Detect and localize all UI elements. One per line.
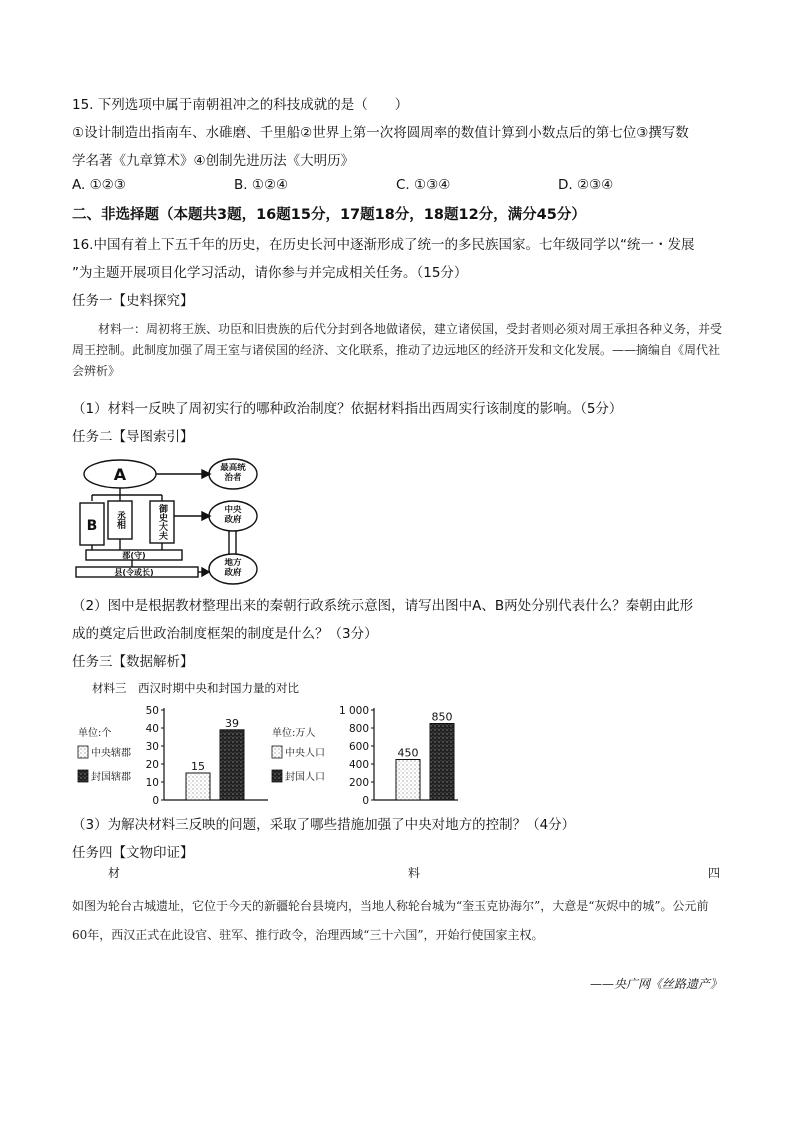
chart1-tick-label: 10 — [145, 777, 159, 789]
task4-title: 任务四【文物印证】 — [72, 845, 194, 861]
chart2-unit-label: 单位:万人 — [272, 728, 316, 739]
diagram-zuigao: 最高统治者 — [220, 463, 246, 483]
task1-title: 任务一【史料探究】 — [72, 293, 194, 309]
chart2-tick-label: 200 — [348, 777, 369, 789]
chart1-data-label: 39 — [225, 716, 239, 730]
chart2-legend-label: 中央人口 — [285, 748, 325, 759]
chart1-legend-label: 封国辖郡 — [91, 772, 131, 783]
task4-heading-char-1: 材 — [108, 866, 121, 880]
chart2-bar — [430, 724, 454, 801]
task3-caption: 材料三 西汉时期中央和封国力量的对比 — [92, 681, 299, 695]
chart1-data-label: 15 — [191, 760, 205, 773]
chart2-tick-label: 400 — [348, 759, 369, 771]
task1-question: （1）材料一反映了周初实行的哪种政治制度？依据材料指出西周实行该制度的影响。（5分） — [72, 401, 623, 417]
task3-question: （3）为解决材料三反映的问题，采取了哪些措施加强了中央对地方的控制？（4分） — [72, 817, 576, 833]
chart1-tick-label: 0 — [152, 795, 159, 807]
task2-question-line1: （2）图中是根据教材整理出来的秦朝行政系统示意图，请写出图中A、B两处分别代表什么？秦朝由此形 — [72, 598, 694, 614]
task2-title: 任务二【导图索引】 — [72, 429, 194, 445]
chart2-tick-label: 1 000 — [338, 705, 369, 717]
q15-items-line2: 学名著《九章算术》④创制先进历法《大明历》 — [72, 153, 355, 169]
task1-material — [72, 319, 722, 382]
diagram-chengxiang: 丞相 — [115, 511, 125, 529]
chart1-legend-swatch — [78, 770, 88, 782]
chart1-legend-label: 中央辖郡 — [91, 748, 131, 759]
chart1-bar — [186, 773, 210, 800]
q16-intro-line2: ”为主题开展项目化学习活动，请你参与并完成相关任务。（15分） — [72, 265, 468, 281]
diagram-node-a: A — [113, 465, 127, 484]
chart1-tick-label: 30 — [145, 741, 159, 753]
q15-stem: 15. 下列选项中属于南朝祖冲之的科技成就的是（ ） — [72, 97, 409, 113]
q15-option-c: C. ①③④ — [396, 177, 451, 193]
chart1-unit-label: 单位:个 — [78, 728, 112, 739]
diagram-yushi: 御史大夫 — [157, 504, 167, 540]
chart2-tick-label: 800 — [348, 723, 369, 735]
chart2-data-label: 850 — [431, 710, 453, 724]
chart1-tick-label: 20 — [145, 759, 159, 771]
q16-intro-line1: 16.中国有着上下五千年的历史，在历史长河中逐渐形成了统一的多民族国家。七年级同学以“统一・发展 — [72, 237, 695, 253]
task4-heading-char-2: 料 — [408, 866, 421, 880]
chart2-legend-label: 封国人口 — [285, 772, 325, 783]
chart1-bar — [220, 730, 244, 800]
diagram-xian: 县(令或长) — [114, 568, 154, 577]
task4-source: ——央广网《丝路遗产》 — [589, 977, 722, 991]
task3-title: 任务三【数据解析】 — [72, 654, 194, 670]
chart2-legend-swatch — [272, 746, 282, 758]
diagram-difang: 地方政府 — [224, 558, 242, 578]
chart2-data-label: 450 — [397, 746, 419, 760]
chart2-legend-swatch — [272, 770, 282, 782]
task4-material: 如图为轮台古城遗址，它位于今天的新疆轮台县境内，当地人称轮台城为“奎玉克协海尔”，大意是“灰烬中的城”。公元前60年，西汉正式在此设官、驻军、推行政令，治理西域“三十六国”，开始行使国家主权。 — [72, 899, 709, 942]
task2-question-line2: 成的奠定后世政治制度框架的制度是什么？（3分） — [72, 626, 378, 642]
task4-heading-char-3: 四 — [708, 866, 721, 880]
q15-option-d: D. ②③④ — [558, 177, 614, 193]
chart2-bar — [396, 760, 420, 801]
diagram-node-b: B — [86, 518, 98, 534]
chart-population — [262, 700, 462, 810]
diagram-zhongyang: 中央政府 — [224, 505, 242, 525]
q15-items-line1: ①设计制造出指南车、水碓磨、千里船②世界上第一次将圆周率的数值计算到小数点后的第七位③撰写数 — [72, 125, 689, 141]
chart2-tick-label: 0 — [362, 795, 369, 807]
section2-title: 二、非选择题（本题共3题，16题15分，17题18分，18题12分，满分45分） — [72, 207, 586, 223]
chart1-legend-swatch — [78, 746, 88, 758]
q15-option-a: A. ①②③ — [72, 177, 126, 193]
diagram-jun: 郡(守) — [122, 551, 146, 560]
chart1-tick-label: 40 — [145, 723, 159, 735]
chart1-tick-label: 50 — [145, 705, 159, 717]
q15-option-b: B. ①②④ — [234, 177, 289, 193]
chart-commanderies — [72, 700, 272, 810]
task1-material-text: 材料一：周初将王族、功臣和旧贵族的后代分封到各地做诸侯，建立诸侯国，受封者则必须对周王承担各种义务，并受周王控制。此制度加强了周王室与诸侯国的经济、文化联系，推动了边远地区的经济开发和文化发展。——摘编自《周代社会辨析》 — [72, 322, 723, 378]
chart2-tick-label: 600 — [348, 741, 369, 753]
qin-admin-diagram — [72, 455, 282, 587]
